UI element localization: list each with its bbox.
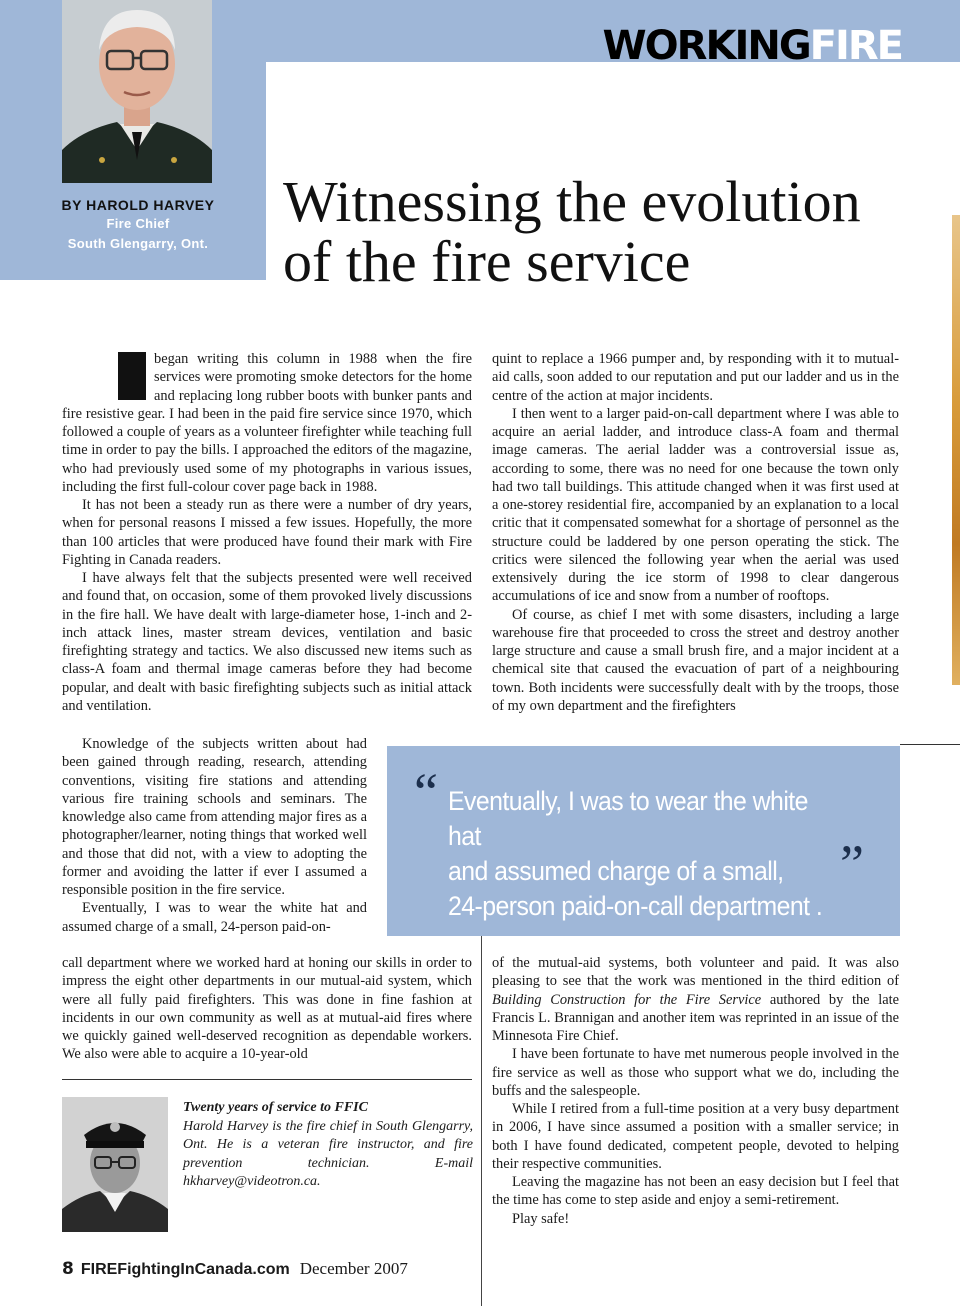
body-column-right-bottom xyxy=(492,954,899,1228)
pull-quote-text: Eventually, I was to wear the white hat and assumed charge of a small, 24-person paid-on-call department . . . xyxy=(448,786,823,956)
paragraph: Knowledge of the subjects written about had been gained through reading, research, attending conventions, visiting fire stations and attending various fire training schools and seminars. The knowledge also came from attending major fires as a photographer/learner, noting things that worked well and those that did not, with a view to adopting the former and avoiding the latter if ever I assumed a responsible position in the fire service. xyxy=(62,736,367,898)
paragraph: Of course, as chief I met with some disasters, including a large warehouse fire that proceeded to cross the street and destroy another large structure and cause a small brush fire, and a major incident at a chemical site that caused the evacuation of part of a neighbouring town. Both incidents were successfully dealt with by the troops, those of my own department and the firefighters xyxy=(492,606,899,714)
author-location: South Glengarry, Ont. xyxy=(67,236,209,251)
bio-body: Harold Harvey is the fire chief in South Glengarry, Ont. He is a veteran fire instructor, and fire prevention technician. E-mail hkharvey@videotron.ca. xyxy=(183,1118,473,1189)
paragraph: Eventually, I was to wear the white hat and assumed charge of a small, 24-person paid-on- xyxy=(62,900,367,935)
paragraph: I then went to a larger paid-on-call department where I was able to acquire an aerial ladder, and introduce class-A foam and thermal image cameras. The aerial ladder was a controversial issue as, according to some, there was no need for one because the town only had two tall buildings. This attitude changed when it was first used at a one-storey residential fire, accompanied by an explanation to a local critic that it compensated somewhat for a shortage of personnel as the structure could be laddered by one person operating the stick. The critics were silenced the following year when the aerial was used extensively during the ice storm of 1998 to clear dangerous accumulations of ice and snow from a number of rooftops. xyxy=(492,405,899,605)
open-quote-mark: “ xyxy=(414,762,438,822)
article-headline: Witnessing the evolution of the fire service xyxy=(283,169,861,294)
paragraph: I have always felt that the subjects presented were well received and found that, on occasion, some of them provoked lively discussions in the fire hall. We have dealt with large-diameter hose, 1-inch and 2-inch attack lines, master stream devices, ventilation and basic firefighting strategy and tactics. We also discussed new items such as class-A foam and thermal image cameras before they had become popular, and dealt with basic firefighting subjects such as initial attack and ventilation. xyxy=(62,570,472,714)
paragraph: call department where we worked hard at honing our skills in order to impress the eight other departments in our mutual-aid system, which were all fully paid firefighters. This was done in fine fashion at incidents in our own community as well as at mutual-aid fires where we quickly gained well-deserved recognition as dependable workers. We also were able to acquire a 10-year-old xyxy=(62,955,472,1063)
body-column-left-narrow xyxy=(62,735,367,936)
divider xyxy=(62,1079,472,1080)
column-divider xyxy=(481,936,482,1306)
issue-date: December 2007 xyxy=(299,1259,408,1278)
body-column-right-top xyxy=(492,350,899,715)
author-photo xyxy=(62,0,212,183)
page-number: 8 xyxy=(62,1259,74,1279)
adjacent-page-edge xyxy=(952,215,960,685)
body-column-left-top xyxy=(62,314,472,715)
paragraph: Leaving the magazine has not been an easy decision but I feel that the time has come to step aside and enjoy a semi-retirement. xyxy=(492,1174,899,1209)
paragraph: I have been fortunate to have met numerous people involved in the fire service as well as those who support what we do, including the buffs and the salespeople. xyxy=(492,1046,899,1099)
section-title: WORKINGFIRE xyxy=(602,23,902,69)
paragraph: quint to replace a 1966 pumper and, by responding with it to mutual-aid calls, soon added to our reputation and put our ladder and us in the centre of the action at major incidents. xyxy=(492,351,899,404)
drop-cap-i xyxy=(118,352,146,400)
author-portrait-bw xyxy=(62,1097,168,1232)
body-column-left-bottom xyxy=(62,954,472,1064)
page-footer xyxy=(62,1258,408,1281)
close-quote-mark: ” xyxy=(840,834,864,894)
bio-title: Twenty years of service to FFIC xyxy=(183,1100,368,1115)
author-bio xyxy=(183,1099,473,1192)
paragraph: began writing this column in 1988 when the fire services were promoting smoke detectors for the home and replacing long rubber boots with bunker pants and fire resistive gear. I had been in the paid fire service since 1970, which followed a couple of years as a volunteer firefighter while teaching full time in order to pay the bills. I approached the editors of the magazine, who had previously used some of my photographs in various issues, including the first full-colour cover page back in 1988. xyxy=(62,351,472,495)
divider xyxy=(900,744,960,745)
paragraph: While I retired from a full-time position at a very busy department in 2006, I have since assumed a position with a smaller service; in both I have found dedicated, competent people, devoted to helping their respective communities. xyxy=(492,1101,899,1172)
author-byline xyxy=(10,196,266,254)
website-name: FIREFightingInCanada.com xyxy=(80,1261,290,1278)
paragraph: of the mutual-aid systems, both volunteer and paid. It was also pleasing to see that the work was mentioned in the third edition of Building Construction for the Fire Service authored by the late Francis L. Brannigan and another item was reprinted in an issue of the Minnesota Fire Chief. xyxy=(492,955,899,1044)
paragraph: It has not been a steady run as there were a number of dry years, when for personal reasons I missed a few issues. Hopefully, the more than 100 articles that were produced have found their mark with Fire Fighting in Canada readers. xyxy=(62,497,472,568)
paragraph: Play safe! xyxy=(512,1210,570,1227)
author-name: BY HAROLD HARVEY xyxy=(61,197,215,213)
author-title: Fire Chief xyxy=(106,216,170,231)
book-title: Building Construction for the Fire Service xyxy=(492,991,762,1008)
